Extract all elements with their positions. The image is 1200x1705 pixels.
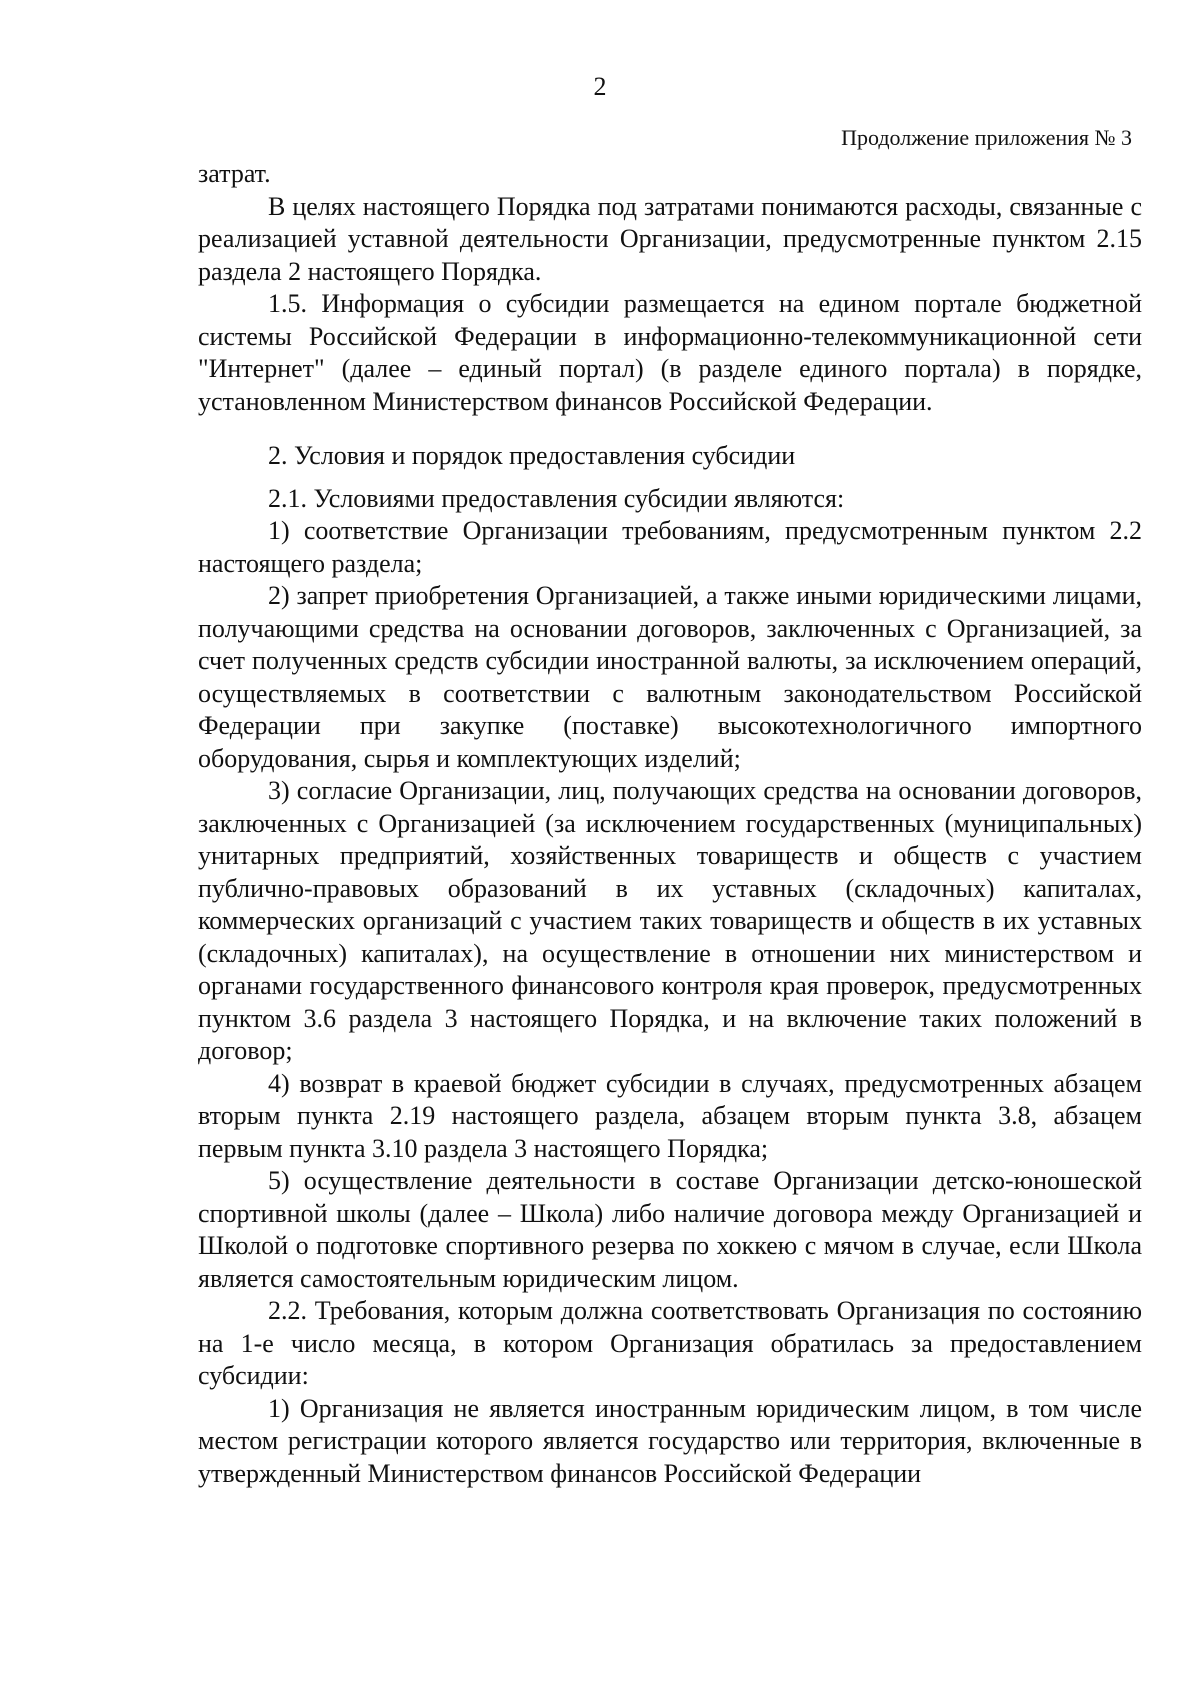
paragraph-2-1: 2.1. Условиями предоставления субсидии являются: xyxy=(268,483,845,513)
list-item-2-1-4: 4) возврат в краевой бюджет субсидии в случаях, предусмотренных абзацем вторым пункта 2.19 настоящего раздела, абзацем вторым пункта 3.8, абзацем первым пункта 3.10 раздела 3 настоящего Порядка; xyxy=(198,1068,1142,1163)
list-item-2-1-3: 3) согласие Организации, лиц, получающих средства на основании договоров, заключенных с Организацией (за исключением государственных (муниципальных) унитарных предприятий, хозяйственных товариществ и обществ с участием публично-правовых образований в их уставных (складочных) капиталах, коммерческих организаций с участием таких товариществ и обществ в их уставных (складочных) капиталах), на осуществление в отношении них министерством и органами государственного финансового контроля края проверок, предусмотренных пунктом 3.6 раздела 3 настоящего Порядка, и на включение таких положений в договор; xyxy=(198,776,1142,1065)
paragraph-2-2: 2.2. Требования, которым должна соответствовать Организация по состоянию на 1-е число месяца, в котором Организация обратилась за предоставлением субсидии: xyxy=(198,1296,1142,1390)
list-item-2-1-5: 5) осуществление деятельности в составе Организации детско-юношеской спортивной школы (далее – Школа) либо наличие договора между Организацией и Школой о подготовке спортивного резерва по хоккею с мячом в случае, если Школа является самостоятельным юридическим лицом. xyxy=(198,1166,1142,1293)
paragraph-1-5: 1.5. Информация о субсидии размещается на едином портале бюджетной системы Российской Федерации в информационно-телекоммуникационной сети "Интернет" (далее – единый портал) (в разделе единого портала) в порядке, установленном Министерством финансов Российской Федерации. xyxy=(198,289,1142,416)
document-body xyxy=(198,158,1142,1490)
appendix-note: Продолжение приложения № 3 xyxy=(841,125,1132,150)
list-item-2-2-1: 1) Организация не является иностранным юридическим лицом, в том числе местом регистрации которого является государство или территория, включенные в утвержденный Министерством финансов Российской Федерации xyxy=(198,1393,1142,1488)
paragraph-continuation: затрат. xyxy=(198,159,271,188)
list-item-2-1-2: 2) запрет приобретения Организацией, а также иными юридическими лицами, получающими средства на основании договоров, заключенных с Организацией, за счет полученных средств субсидии иностранной валюты, за исключением операций, осуществляемых в соответствии с валютным законодательством Российской Федерации при закупке (поставке) высокотехнологичного импортного оборудования, сырья и комплектующих изделий; xyxy=(198,581,1142,773)
paragraph-costs-definition: В целях настоящего Порядка под затратами понимаются расходы, связанные с реализацией уставной деятельности Организации, предусмотренные пунктом 2.15 раздела 2 настоящего Порядка. xyxy=(198,191,1142,286)
section-heading-2: 2. Условия и порядок предоставления субсидии xyxy=(268,441,796,470)
list-item-2-1-1: 1) соответствие Организации требованиям, предусмотренным пунктом 2.2 настоящего раздела; xyxy=(198,516,1142,578)
page-number: 2 xyxy=(593,72,607,101)
